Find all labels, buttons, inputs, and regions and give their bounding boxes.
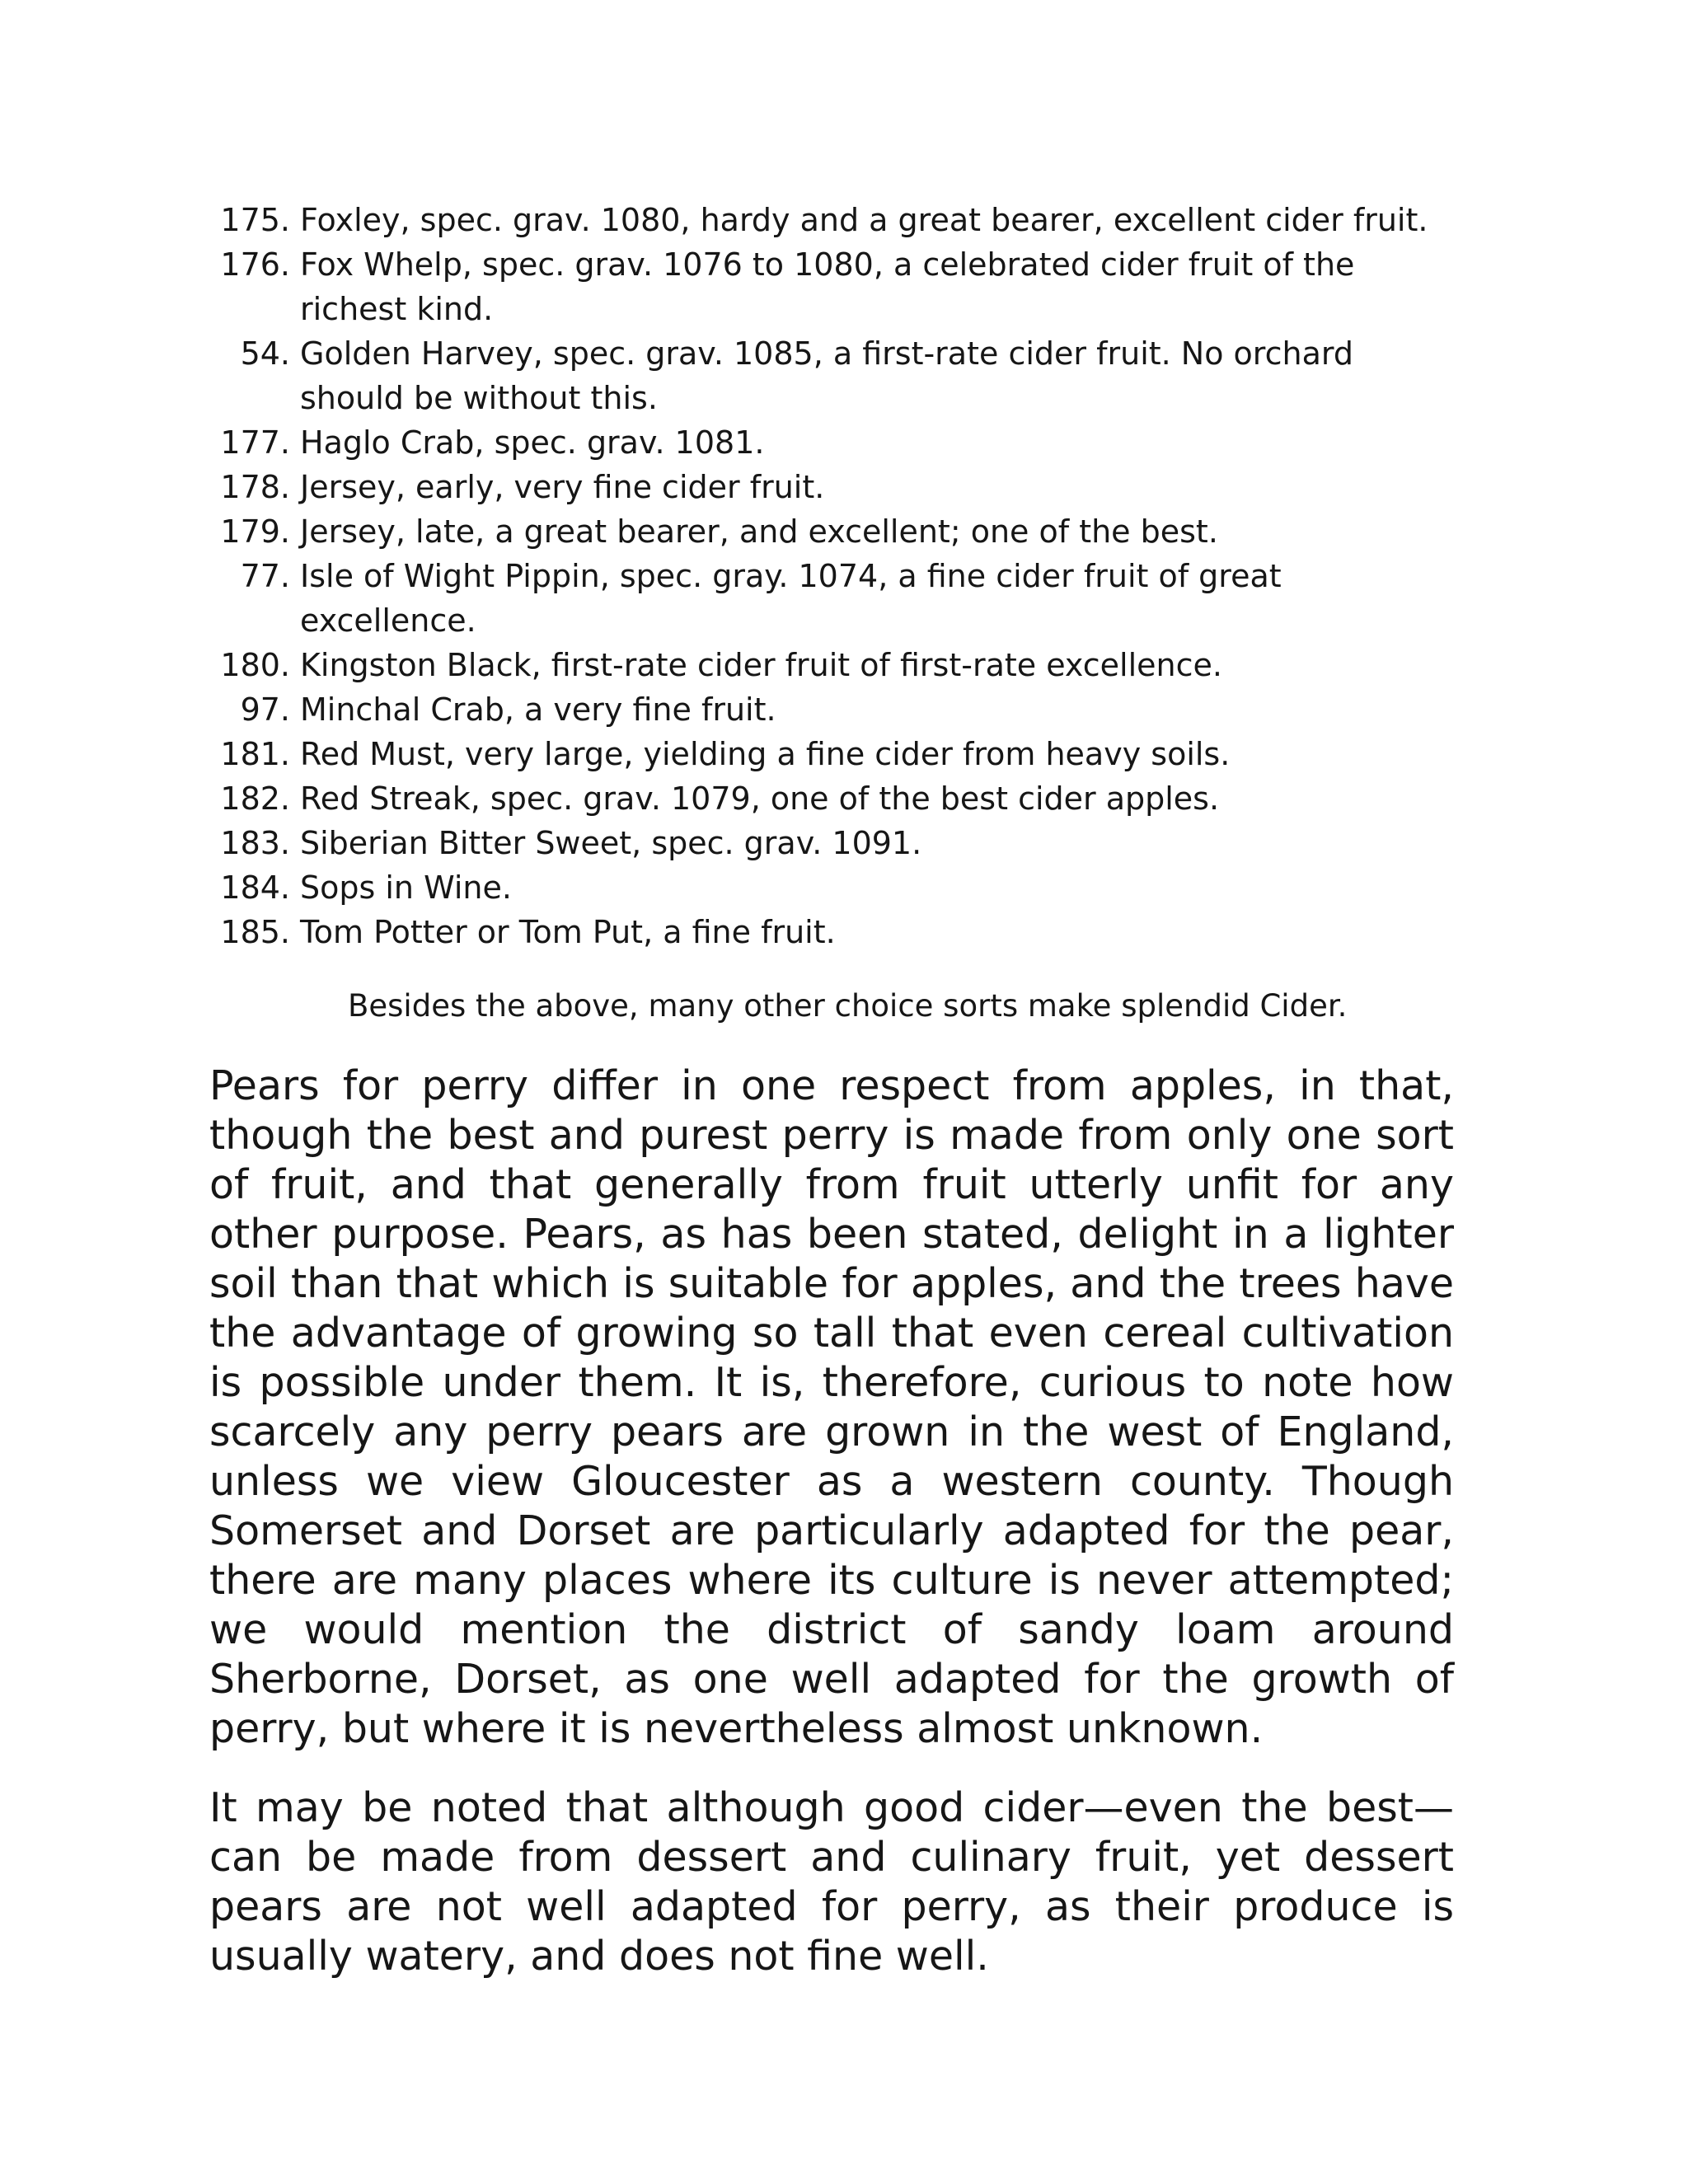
list-item [209,331,1454,420]
item-text: Golden Harvey, spec. grav. 1085, a first-rate cider fruit. No orchard should be without this. [300,335,1353,416]
item-text: Kingston Black, first-rate cider fruit of first-rate excellence. [300,647,1222,683]
item-number: 181. [220,736,290,772]
list-item [209,821,1454,865]
item-number: 182. [220,780,290,817]
item-number: 183. [220,825,290,861]
item-number: 77. [240,558,290,594]
list-item [209,465,1454,509]
item-text: Haglo Crab, spec. grav. 1081. [300,424,765,461]
document-page [209,198,1454,1981]
item-text: Foxley, spec. grav. 1080, hardy and a great bearer, excellent cider fruit. [300,202,1428,238]
list-item [209,865,1454,910]
list-item [209,198,1454,242]
body-paragraph: It may be noted that although good cider—even the best—can be made from dessert and culinary fruit, yet dessert pears are not well adapted for perry, as their produce is usually watery, and does not fine well. [209,1784,1454,1980]
list-item [209,509,1454,554]
list-item [209,420,1454,465]
item-number: 179. [220,513,290,550]
list-item [209,776,1454,821]
list-item [209,687,1454,732]
item-number: 177. [220,424,290,461]
item-text: Red Streak, spec. grav. 1079, one of the best cider apples. [300,780,1220,817]
item-text: Jersey, early, very fine cider fruit. [300,469,825,505]
item-number: 175. [220,202,290,238]
list-item [209,242,1454,331]
list-item [209,554,1454,643]
list-item [209,643,1454,687]
item-text: Minchal Crab, a very fine fruit. [300,691,776,728]
item-number: 54. [240,335,290,372]
body-paragraph: Pears for perry differ in one respect from apples, in that, though the best and purest perry is made from only one sort of fruit, and that generally from fruit utterly unfit for any other purpose. Pears, as has been stated, delight in a lighter soil than that which is suitable for apples, and the trees have the advantage of growing so tall that even cereal cultivation is possible under them. It is, therefore, curious to note how scarcely any perry pears are grown in the west of England, unless we view Gloucester as a western county. Though Somerset and Dorset are particularly adapted for the pear, there are many places where its culture is never attempted; we would mention the district of sandy loam around Sherborne, Dorset, as one well adapted for the growth of perry, but where it is nevertheless almost unknown. [209,1062,1454,1752]
item-number: 176. [220,246,290,283]
item-number: 97. [240,691,290,728]
item-number: 184. [220,869,290,906]
item-number: 185. [220,914,290,950]
item-number: 178. [220,469,290,505]
item-text: Tom Potter or Tom Put, a fine fruit. [300,914,836,950]
list-item [209,910,1454,954]
list-footnote: Besides the above, many other choice sorts make splendid Cider. [348,988,1348,1024]
item-text: Siberian Bitter Sweet, spec. grav. 1091. [300,825,922,861]
item-text: Fox Whelp, spec. grav. 1076 to 1080, a celebrated cider fruit of the richest kind. [300,246,1355,327]
cider-fruit-list [209,198,1454,954]
item-text: Red Must, very large, yielding a fine cider from heavy soils. [300,736,1231,772]
item-number: 180. [220,647,290,683]
item-text: Jersey, late, a great bearer, and excellent; one of the best. [300,513,1218,550]
item-text: Sops in Wine. [300,869,512,906]
item-text: Isle of Wight Pippin, spec. gray. 1074, a fine cider fruit of great excellence. [300,558,1282,639]
list-item [209,732,1454,776]
